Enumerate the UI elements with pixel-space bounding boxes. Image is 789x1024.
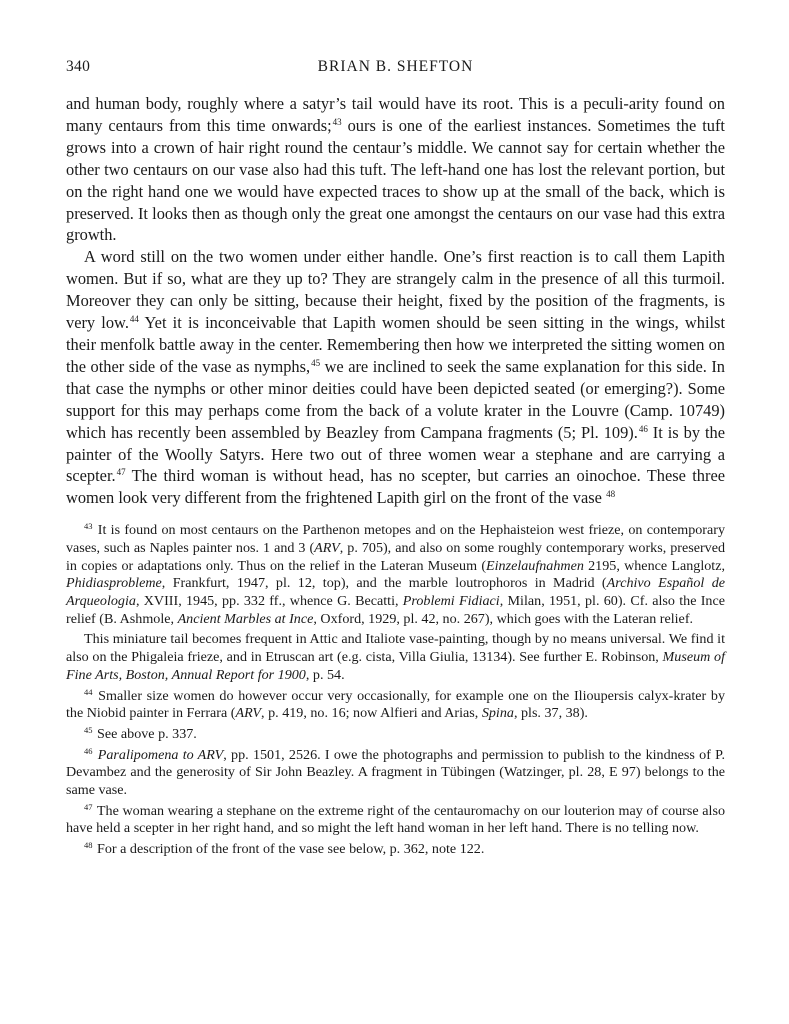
footnote-number: 48 — [84, 840, 93, 851]
running-title: BRIAN B. SHEFTON — [317, 58, 474, 75]
footnotes — [66, 522, 725, 859]
running-head — [66, 58, 725, 82]
footnote-ref[interactable]: 43 — [332, 116, 342, 127]
footnote-48: $^{48}$ For a description of the front of the vase see below, p. 362, note 122. — [84, 840, 485, 858]
page — [66, 58, 725, 859]
footnote-ref[interactable]: 46 — [638, 423, 648, 434]
footnote-44: $^{44}$ Smaller size women do however occur very occasionally, for example one on the Ilioupersis calyx-krater by the Niobid painter in Ferrara (ARV, p. 419, no. 16; now Alfieri and Arias, Spina, pls. 37, 38). — [66, 686, 725, 722]
footnote-number: 43 — [84, 521, 93, 532]
page-number: 340 — [66, 58, 91, 75]
footnote-ref[interactable]: 47 — [116, 467, 126, 478]
footnote-number: 47 — [84, 801, 93, 812]
footnote-46: $^{46}$ Paralipomena to ARV, pp. 1501, 2526. I owe the photographs and permission to publish to the kindness of P. Devambez and the generosity of Sir John Beazley. A fragment in Tübingen (Watzinger, pl. 28, E 97) belongs to the same vase. — [66, 745, 725, 799]
footnote-number: 44 — [84, 686, 93, 697]
footnote-45: $^{45}$ See above p. 337. — [84, 724, 197, 742]
footnote-ref[interactable]: 48 — [606, 489, 616, 500]
footnote-ref[interactable]: 44 — [129, 314, 139, 325]
footnote-43: $^{43}$ It is found on most centaurs on the Parthenon metopes and on the Hephaisteion west frieze, on contemporary vases, such as Naples painter nos. 1 and 3 (ARV, p. 705), and also on some roughly contemporary works, preserved in copies or adaptations only. Thus on the relief in the Lateran Museum (Einzelaufnahmen 2195, whence Langlotz, Phidiasprobleme, Frankfurt, 1947, pl. 12, top), and the marble loutrophoros in Madrid (Archivo Español de Arqueologia, XVIII, 1945, pp. 332 ff., whence G. Becatti, Problemi Fidiaci, Milan, 1951, pl. 60). Cf. also the Ince relief (B. Ashmole, Ancient Marbles at Ince, Oxford, 1929, pl. 42, no. 267), which goes with the Lateran relief. — [66, 521, 725, 627]
paragraph: A word still on the two women under either handle. One’s first reaction is to call them Lapith women. But if so, what are they up to? They are strangely calm in the presence of all this turmoil. Moreover they can only be sitting, because their height, fixed by the position of the fragments, is very low.$^{44}$ Yet it is inconceivable that Lapith women should be seen sitting in the wings, whilst their menfolk battle away in the center. Remembering then how we interpreted the sitting women on the other side of the vase as nymphs,$^{45}$ we are inclined to seek the same explanation for this side. In that case the nymphs or other minor deities could have been depicted seated (or emerging?). Some support for this may perhaps come from the back of a volute krater in the Louvre (Camp. 10749) which has recently been assembled by Beazley from Campana fragments (5; Pl. 109).$^{46}$ It is by the painter of the Woolly Satyrs. Here two out of three women wear a stephane and are carrying a scepter.$^{47}$ The third woman is without head, has no scepter, but carries an oinochoe. These three women look very different from the frightened Lapith girl on the front of the vase $^{48}$ — [66, 247, 725, 508]
paragraph: and human body, roughly where a satyr’s tail would have its root. This is a peculi-arity found on many centaurs from this time onwards;$^{43}$ ours is one of the earliest instances. Sometimes the tuft grows into a crown of hair right round the centaur’s middle. We cannot say for certain whether the other two centaurs on our vase also had this tuft. The left-hand one has lost the relevant portion, but on the right hand one we would have expected traces to show up at the small of the back, which is preserved. It looks then as though only the great one amongst the centaurs on our vase had this extra growth. — [66, 94, 725, 245]
footnote-ref[interactable]: 45 — [311, 357, 321, 368]
footnote-43-continued: This miniature tail becomes frequent in Attic and Italiote vase-painting, though by no means universal. We find it also on the Phigaleia frieze, and in Etruscan art (e.g. cista, Villa Giulia, 13134). See further E. Robinson, Museum of Fine Arts, Boston, Annual Report for 1900, p. 54. — [66, 631, 725, 683]
footnote-number: 46 — [84, 745, 93, 756]
body-text — [66, 93, 725, 509]
footnote-47: $^{47}$ The woman wearing a stephane on the extreme right of the centauromachy on our louterion may of course also have held a scepter in her right hand, and so might the left hand woman in her left hand. There is no telling now. — [66, 801, 725, 837]
footnote-number: 45 — [84, 724, 93, 735]
